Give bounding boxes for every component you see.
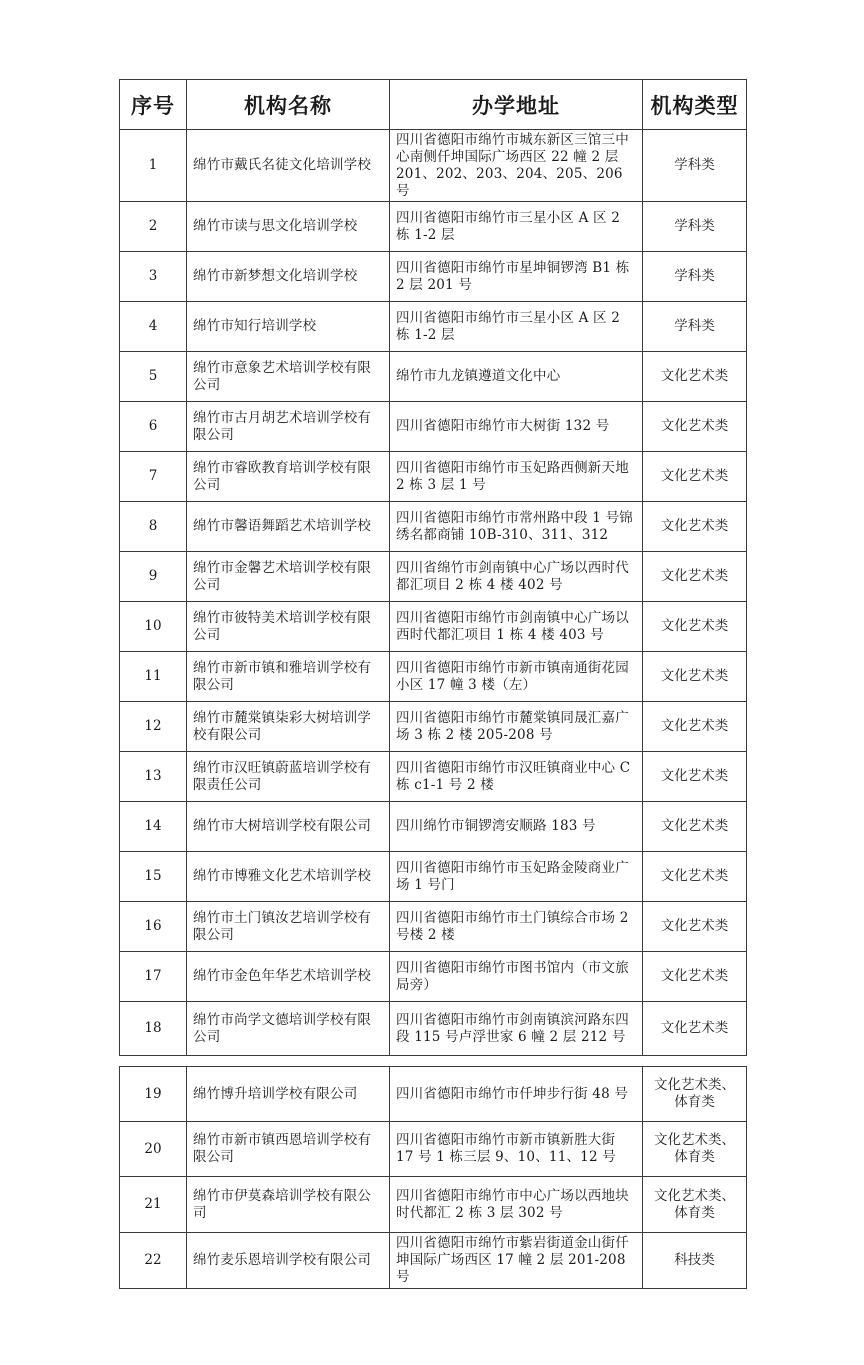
institution-type: 文化艺术类 <box>643 452 747 502</box>
header-institution-type: 机构类型 <box>643 80 747 130</box>
institution-name: 绵竹麦乐恩培训学校有限公司 <box>187 1233 390 1289</box>
institution-name: 绵竹市戴氏名徒文化培训学校 <box>187 130 390 202</box>
row-number: 22 <box>120 1233 187 1289</box>
row-number: 19 <box>120 1067 187 1122</box>
institution-type: 文化艺术类 <box>643 502 747 552</box>
table-row <box>120 602 747 652</box>
table-row <box>120 752 747 802</box>
institution-address: 四川省德阳市绵竹市图书馆内（市文旅局旁） <box>390 952 643 1002</box>
institution-type: 文化艺术类 <box>643 952 747 1002</box>
row-number: 14 <box>120 802 187 852</box>
institution-name: 绵竹市博雅文化艺术培训学校 <box>187 852 390 902</box>
institution-type: 文化艺术类 <box>643 602 747 652</box>
institution-type: 文化艺术类、体育类 <box>643 1067 747 1122</box>
institution-type: 学科类 <box>643 202 747 252</box>
institution-name: 绵竹市伊莫森培训学校有限公司 <box>187 1177 390 1233</box>
table-row <box>120 252 747 302</box>
institution-type: 文化艺术类 <box>643 802 747 852</box>
institution-type: 文化艺术类 <box>643 402 747 452</box>
header-school-address: 办学地址 <box>390 80 643 130</box>
table-row <box>120 1122 747 1177</box>
institution-name: 绵竹市知行培训学校 <box>187 302 390 352</box>
institution-type: 学科类 <box>643 252 747 302</box>
table-row <box>120 702 747 752</box>
table-row <box>120 202 747 252</box>
institution-name: 绵竹市汉旺镇蔚蓝培训学校有限责任公司 <box>187 752 390 802</box>
institution-type: 文化艺术类 <box>643 752 747 802</box>
institution-name: 绵竹市读与思文化培训学校 <box>187 202 390 252</box>
table-row <box>120 1067 747 1122</box>
table-row <box>120 552 747 602</box>
institution-type: 文化艺术类 <box>643 702 747 752</box>
institution-address: 四川省德阳市绵竹市三星小区 A 区 2 栋 1-2 层 <box>390 302 643 352</box>
row-number: 11 <box>120 652 187 702</box>
institution-address: 四川省德阳市绵竹市大树街 132 号 <box>390 402 643 452</box>
institution-address: 四川省德阳市绵竹市玉妃路西侧新天地 2 栋 3 层 1 号 <box>390 452 643 502</box>
row-number: 15 <box>120 852 187 902</box>
institution-name: 绵竹市新市镇和雅培训学校有限公司 <box>187 652 390 702</box>
institution-name: 绵竹市土门镇汝艺培训学校有限公司 <box>187 902 390 952</box>
header-serial-number: 序号 <box>120 80 187 130</box>
row-number: 7 <box>120 452 187 502</box>
institution-address: 四川省德阳市绵竹市新市镇南通街花园小区 17 幢 3 楼（左） <box>390 652 643 702</box>
header-institution-name: 机构名称 <box>187 80 390 130</box>
institution-name: 绵竹市彼特美术培训学校有限公司 <box>187 602 390 652</box>
institution-address: 四川省德阳市绵竹市紫岩街道金山街仟坤国际广场西区 17 幢 2 层 201-208 号 <box>390 1233 643 1289</box>
row-number: 9 <box>120 552 187 602</box>
institution-table-part-1 <box>119 79 747 1056</box>
table-row <box>120 902 747 952</box>
row-number: 16 <box>120 902 187 952</box>
table-row <box>120 402 747 452</box>
institution-address: 四川省德阳市绵竹市剑南镇滨河路东四段 115 号卢浮世家 6 幢 2 层 212 号 <box>390 1002 643 1056</box>
institution-name: 绵竹博升培训学校有限公司 <box>187 1067 390 1122</box>
institution-type: 文化艺术类、体育类 <box>643 1177 747 1233</box>
row-number: 18 <box>120 1002 187 1056</box>
institution-name: 绵竹市大树培训学校有限公司 <box>187 802 390 852</box>
institution-address: 四川绵竹市铜锣湾安顺路 183 号 <box>390 802 643 852</box>
row-number: 20 <box>120 1122 187 1177</box>
row-number: 4 <box>120 302 187 352</box>
table-row <box>120 130 747 202</box>
table-header-row <box>120 80 747 130</box>
institution-type: 科技类 <box>643 1233 747 1289</box>
institution-name: 绵竹市新市镇西恩培训学校有限公司 <box>187 1122 390 1177</box>
institution-address: 四川省德阳市绵竹市新市镇新胜大街 17 号 1 栋三层 9、10、11、12 号 <box>390 1122 643 1177</box>
institution-address: 四川省绵竹市剑南镇中心广场以西时代都汇项目 2 栋 4 楼 402 号 <box>390 552 643 602</box>
institution-name: 绵竹市意象艺术培训学校有限公司 <box>187 352 390 402</box>
table-row <box>120 852 747 902</box>
institution-name: 绵竹市新梦想文化培训学校 <box>187 252 390 302</box>
table-row <box>120 302 747 352</box>
institution-name: 绵竹市尚学文德培训学校有限公司 <box>187 1002 390 1056</box>
institution-address: 绵竹市九龙镇遵道文化中心 <box>390 352 643 402</box>
institution-type: 文化艺术类 <box>643 852 747 902</box>
institution-address: 四川省德阳市绵竹市仟坤步行街 48 号 <box>390 1067 643 1122</box>
row-number: 8 <box>120 502 187 552</box>
table-row <box>120 1177 747 1233</box>
row-number: 10 <box>120 602 187 652</box>
table-row <box>120 452 747 502</box>
table-row <box>120 352 747 402</box>
institution-name: 绵竹市睿欧教育培训学校有限公司 <box>187 452 390 502</box>
institution-type: 文化艺术类、体育类 <box>643 1122 747 1177</box>
row-number: 17 <box>120 952 187 1002</box>
institution-name: 绵竹市麓棠镇柒彩大树培训学校有限公司 <box>187 702 390 752</box>
institution-table-part-2 <box>119 1066 747 1289</box>
table-row <box>120 802 747 852</box>
institution-name: 绵竹市馨语舞蹈艺术培训学校 <box>187 502 390 552</box>
institution-type: 文化艺术类 <box>643 352 747 402</box>
institution-address: 四川省德阳市绵竹市剑南镇中心广场以西时代都汇项目 1 栋 4 楼 403 号 <box>390 602 643 652</box>
institution-address: 四川省德阳市绵竹市玉妃路金陵商业广场 1 号门 <box>390 852 643 902</box>
institution-address: 四川省德阳市绵竹市中心广场以西地块时代都汇 2 栋 3 层 302 号 <box>390 1177 643 1233</box>
institution-address: 四川省德阳市绵竹市土门镇综合市场 2 号楼 2 楼 <box>390 902 643 952</box>
institution-address: 四川省德阳市绵竹市三星小区 A 区 2 栋 1-2 层 <box>390 202 643 252</box>
row-number: 12 <box>120 702 187 752</box>
table-row <box>120 1002 747 1056</box>
row-number: 3 <box>120 252 187 302</box>
institution-type: 文化艺术类 <box>643 652 747 702</box>
institution-type: 文化艺术类 <box>643 1002 747 1056</box>
row-number: 2 <box>120 202 187 252</box>
row-number: 5 <box>120 352 187 402</box>
row-number: 13 <box>120 752 187 802</box>
institution-name: 绵竹市金色年华艺术培训学校 <box>187 952 390 1002</box>
institution-type: 文化艺术类 <box>643 552 747 602</box>
institution-address: 四川省德阳市绵竹市麓棠镇同晟汇嘉广场 3 栋 2 楼 205-208 号 <box>390 702 643 752</box>
row-number: 6 <box>120 402 187 452</box>
table-row <box>120 952 747 1002</box>
table-row <box>120 1233 747 1289</box>
table-row <box>120 502 747 552</box>
row-number: 1 <box>120 130 187 202</box>
institution-name: 绵竹市古月胡艺术培训学校有限公司 <box>187 402 390 452</box>
institution-type: 文化艺术类 <box>643 902 747 952</box>
institution-type: 学科类 <box>643 130 747 202</box>
institution-address: 四川省德阳市绵竹市常州路中段 1 号锦绣名都商铺 10B-310、311、312 <box>390 502 643 552</box>
row-number: 21 <box>120 1177 187 1233</box>
table-row <box>120 652 747 702</box>
institution-address: 四川省德阳市绵竹市汉旺镇商业中心 C 栋 c1-1 号 2 楼 <box>390 752 643 802</box>
institution-address: 四川省德阳市绵竹市城东新区三馆三中心南侧仟坤国际广场西区 22 幢 2 层 201、202、203、204、205、206 号 <box>390 130 643 202</box>
institution-type: 学科类 <box>643 302 747 352</box>
institution-name: 绵竹市金馨艺术培训学校有限公司 <box>187 552 390 602</box>
institution-address: 四川省德阳市绵竹市星坤铜锣湾 B1 栋 2 层 201 号 <box>390 252 643 302</box>
